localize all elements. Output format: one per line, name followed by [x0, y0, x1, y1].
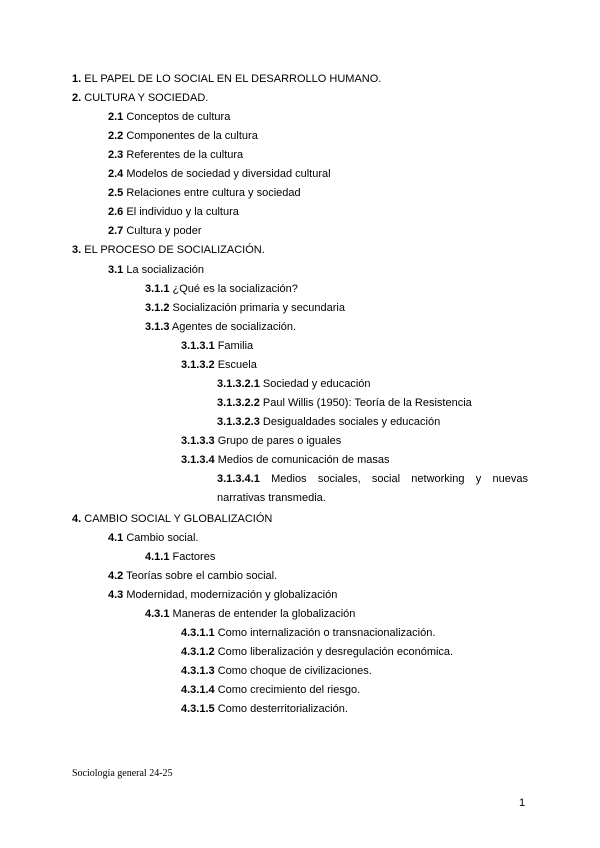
toc-number: 3.1.3.2.3	[217, 416, 260, 428]
toc-number: 4.3.1.2	[181, 646, 215, 658]
toc-entry	[181, 358, 257, 372]
toc-text: Sociedad y educación	[259, 378, 371, 390]
toc-entry	[108, 148, 243, 162]
toc-text: Medios de comunicación de masas	[214, 454, 390, 466]
toc-text: ¿Qué es la socialización?	[169, 283, 298, 295]
toc-text: Como desterritorialización.	[214, 703, 348, 715]
toc-text: Escuela	[214, 359, 257, 371]
toc-number: 2.5	[108, 187, 124, 199]
toc-entry	[217, 470, 528, 508]
toc-text: Conceptos de cultura	[123, 111, 231, 123]
toc-entry	[145, 607, 355, 621]
toc-text: Modernidad, modernización y globalización	[123, 589, 338, 601]
toc-number: 3.	[72, 244, 82, 256]
toc-entry	[181, 645, 453, 659]
toc-entry	[181, 434, 341, 448]
toc-entry	[108, 588, 337, 602]
toc-number: 4.3.1.1	[181, 627, 215, 639]
toc-text: Como liberalización y desregulación económica.	[214, 646, 454, 658]
toc-number: 4.3.1	[145, 608, 170, 620]
toc-text: Componentes de la cultura	[123, 130, 258, 142]
toc-entry	[181, 339, 253, 353]
toc-text: EL PAPEL DE LO SOCIAL EN EL DESARROLLO HUMANO.	[81, 73, 382, 85]
toc-text: Grupo de pares o iguales	[214, 435, 342, 447]
page-number: 1	[519, 797, 526, 809]
toc-number: 4.3	[108, 589, 124, 601]
toc-entry	[181, 453, 390, 467]
toc-text: CAMBIO SOCIAL Y GLOBALIZACIÓN	[81, 513, 273, 525]
toc-entry	[72, 91, 208, 105]
toc-number: 1.	[72, 73, 82, 85]
toc-text: Socialización primaria y secundaria	[169, 302, 345, 314]
toc-entry	[108, 110, 230, 124]
toc-text: Referentes de la cultura	[123, 149, 244, 161]
toc-number: 2.6	[108, 206, 124, 218]
toc-number: 3.1.1	[145, 283, 170, 295]
toc-entry	[145, 550, 215, 564]
toc-number: 2.2	[108, 130, 124, 142]
toc-text: EL PROCESO DE SOCIALIZACIÓN.	[81, 244, 265, 256]
toc-text: Como crecimiento del riesgo.	[214, 684, 361, 696]
toc-number: 4.	[72, 513, 82, 525]
toc-text: El individuo y la cultura	[123, 206, 239, 218]
toc-text: Factores	[169, 551, 216, 563]
toc-text: Cultura y poder	[123, 225, 202, 237]
toc-entry	[108, 205, 239, 219]
toc-entry	[108, 263, 204, 277]
toc-text: Modelos de sociedad y diversidad cultural	[123, 168, 331, 180]
toc-number: 2.4	[108, 168, 124, 180]
toc-entry	[145, 320, 296, 334]
toc-number: 4.1	[108, 532, 124, 544]
toc-text: Relaciones entre cultura y sociedad	[123, 187, 301, 199]
toc-number: 4.1.1	[145, 551, 170, 563]
toc-number: 4.2	[108, 570, 124, 582]
toc-entry	[108, 224, 202, 238]
toc-number: 3.1.3.2	[181, 359, 215, 371]
toc-text: Maneras de entender la globalización	[169, 608, 356, 620]
toc-text: Desigualdades sociales y educación	[259, 416, 441, 428]
toc-number: 2.3	[108, 149, 124, 161]
toc-number: 3.1.3.4.1	[217, 473, 260, 485]
toc-text: Familia	[214, 340, 254, 352]
toc-text: Paul Willis (1950): Teoría de la Resistencia	[259, 397, 472, 409]
toc-entry	[72, 512, 272, 526]
toc-text: Agentes de socialización.	[169, 321, 297, 333]
toc-number: 3.1.3.1	[181, 340, 215, 352]
toc-entry	[145, 282, 298, 296]
toc-number: 2.	[72, 92, 82, 104]
toc-entry	[145, 301, 345, 315]
toc-entry	[108, 531, 199, 545]
toc-entry	[108, 186, 301, 200]
toc-entry	[108, 569, 277, 583]
toc-number: 2.1	[108, 111, 124, 123]
toc-entry	[108, 129, 258, 143]
toc-entry	[217, 396, 472, 410]
toc-entry	[72, 243, 265, 257]
toc-number: 3.1.2	[145, 302, 170, 314]
toc-entry	[181, 702, 348, 716]
toc-text: CULTURA Y SOCIEDAD.	[81, 92, 209, 104]
toc-text: Como choque de civilizaciones.	[214, 665, 372, 677]
toc-number: 4.3.1.4	[181, 684, 215, 696]
toc-number: 2.7	[108, 225, 124, 237]
toc-number: 4.3.1.5	[181, 703, 215, 715]
toc-number: 3.1	[108, 264, 124, 276]
toc-number: 3.1.3.2.1	[217, 378, 260, 390]
toc-text: La socialización	[123, 264, 205, 276]
toc-entry	[217, 415, 440, 429]
toc-entry	[181, 664, 372, 678]
toc-number: 3.1.3.4	[181, 454, 215, 466]
toc-entry	[217, 377, 371, 391]
toc-entry	[181, 626, 435, 640]
toc-text: Cambio social.	[123, 532, 199, 544]
toc-number: 3.1.3	[145, 321, 170, 333]
page-footer: Sociología general 24-25	[72, 768, 173, 779]
toc-number: 3.1.3.2.2	[217, 397, 260, 409]
toc-entry	[72, 72, 381, 86]
toc-entry	[181, 683, 360, 697]
toc-text: Medios sociales, social networking y nuevas narrativas transmedia.	[217, 473, 528, 504]
toc-number: 3.1.3.3	[181, 435, 215, 447]
toc-number: 4.3.1.3	[181, 665, 215, 677]
toc-text: Teorías sobre el cambio social.	[123, 570, 278, 582]
toc-text: Como internalización o transnacionalización.	[214, 627, 436, 639]
toc-entry	[108, 167, 331, 181]
